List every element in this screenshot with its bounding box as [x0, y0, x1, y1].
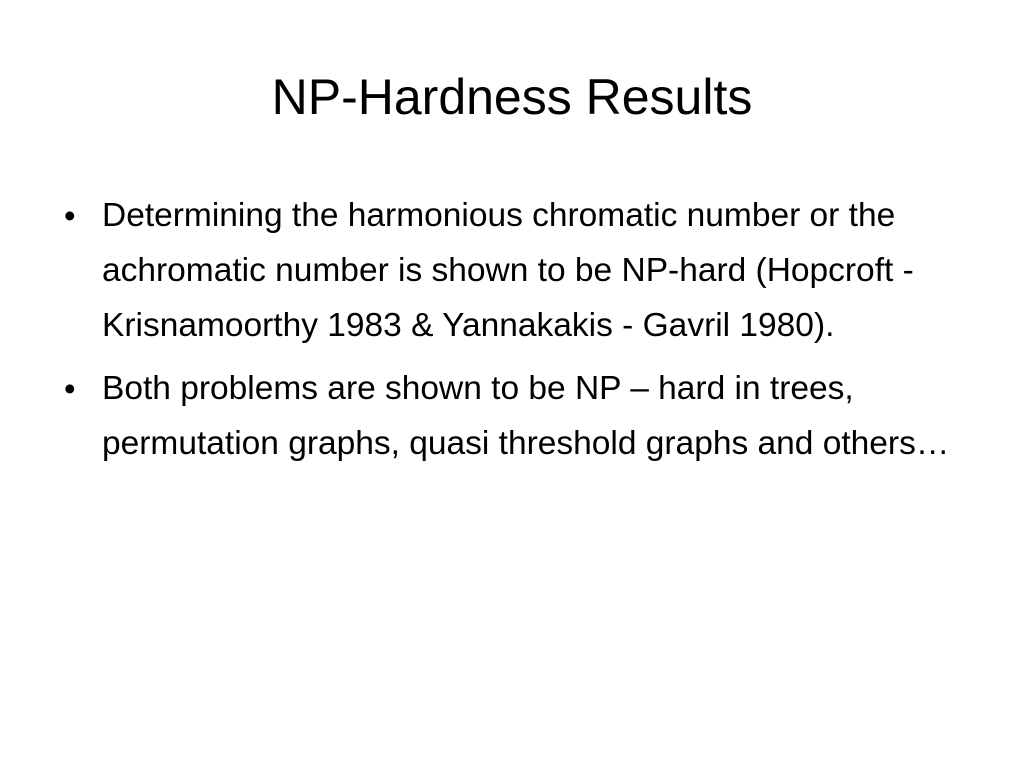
- bullet-item: [62, 361, 972, 471]
- bullet-item: [62, 188, 972, 353]
- bullet-text: Determining the harmonious chromatic number or the achromatic number is shown to be NP-hard (Hopcroft - Krisnamoorthy 1983 & Yannakakis - Gavril 1980).: [102, 197, 914, 344]
- bullet-icon: •: [64, 370, 76, 407]
- bullet-list: [62, 188, 972, 479]
- bullet-icon: •: [64, 197, 76, 234]
- slide-title: NP-Hardness Results: [271, 69, 753, 125]
- bullet-text: Both problems are shown to be NP – hard in trees, permutation graphs, quasi threshold graphs and others…: [102, 370, 950, 462]
